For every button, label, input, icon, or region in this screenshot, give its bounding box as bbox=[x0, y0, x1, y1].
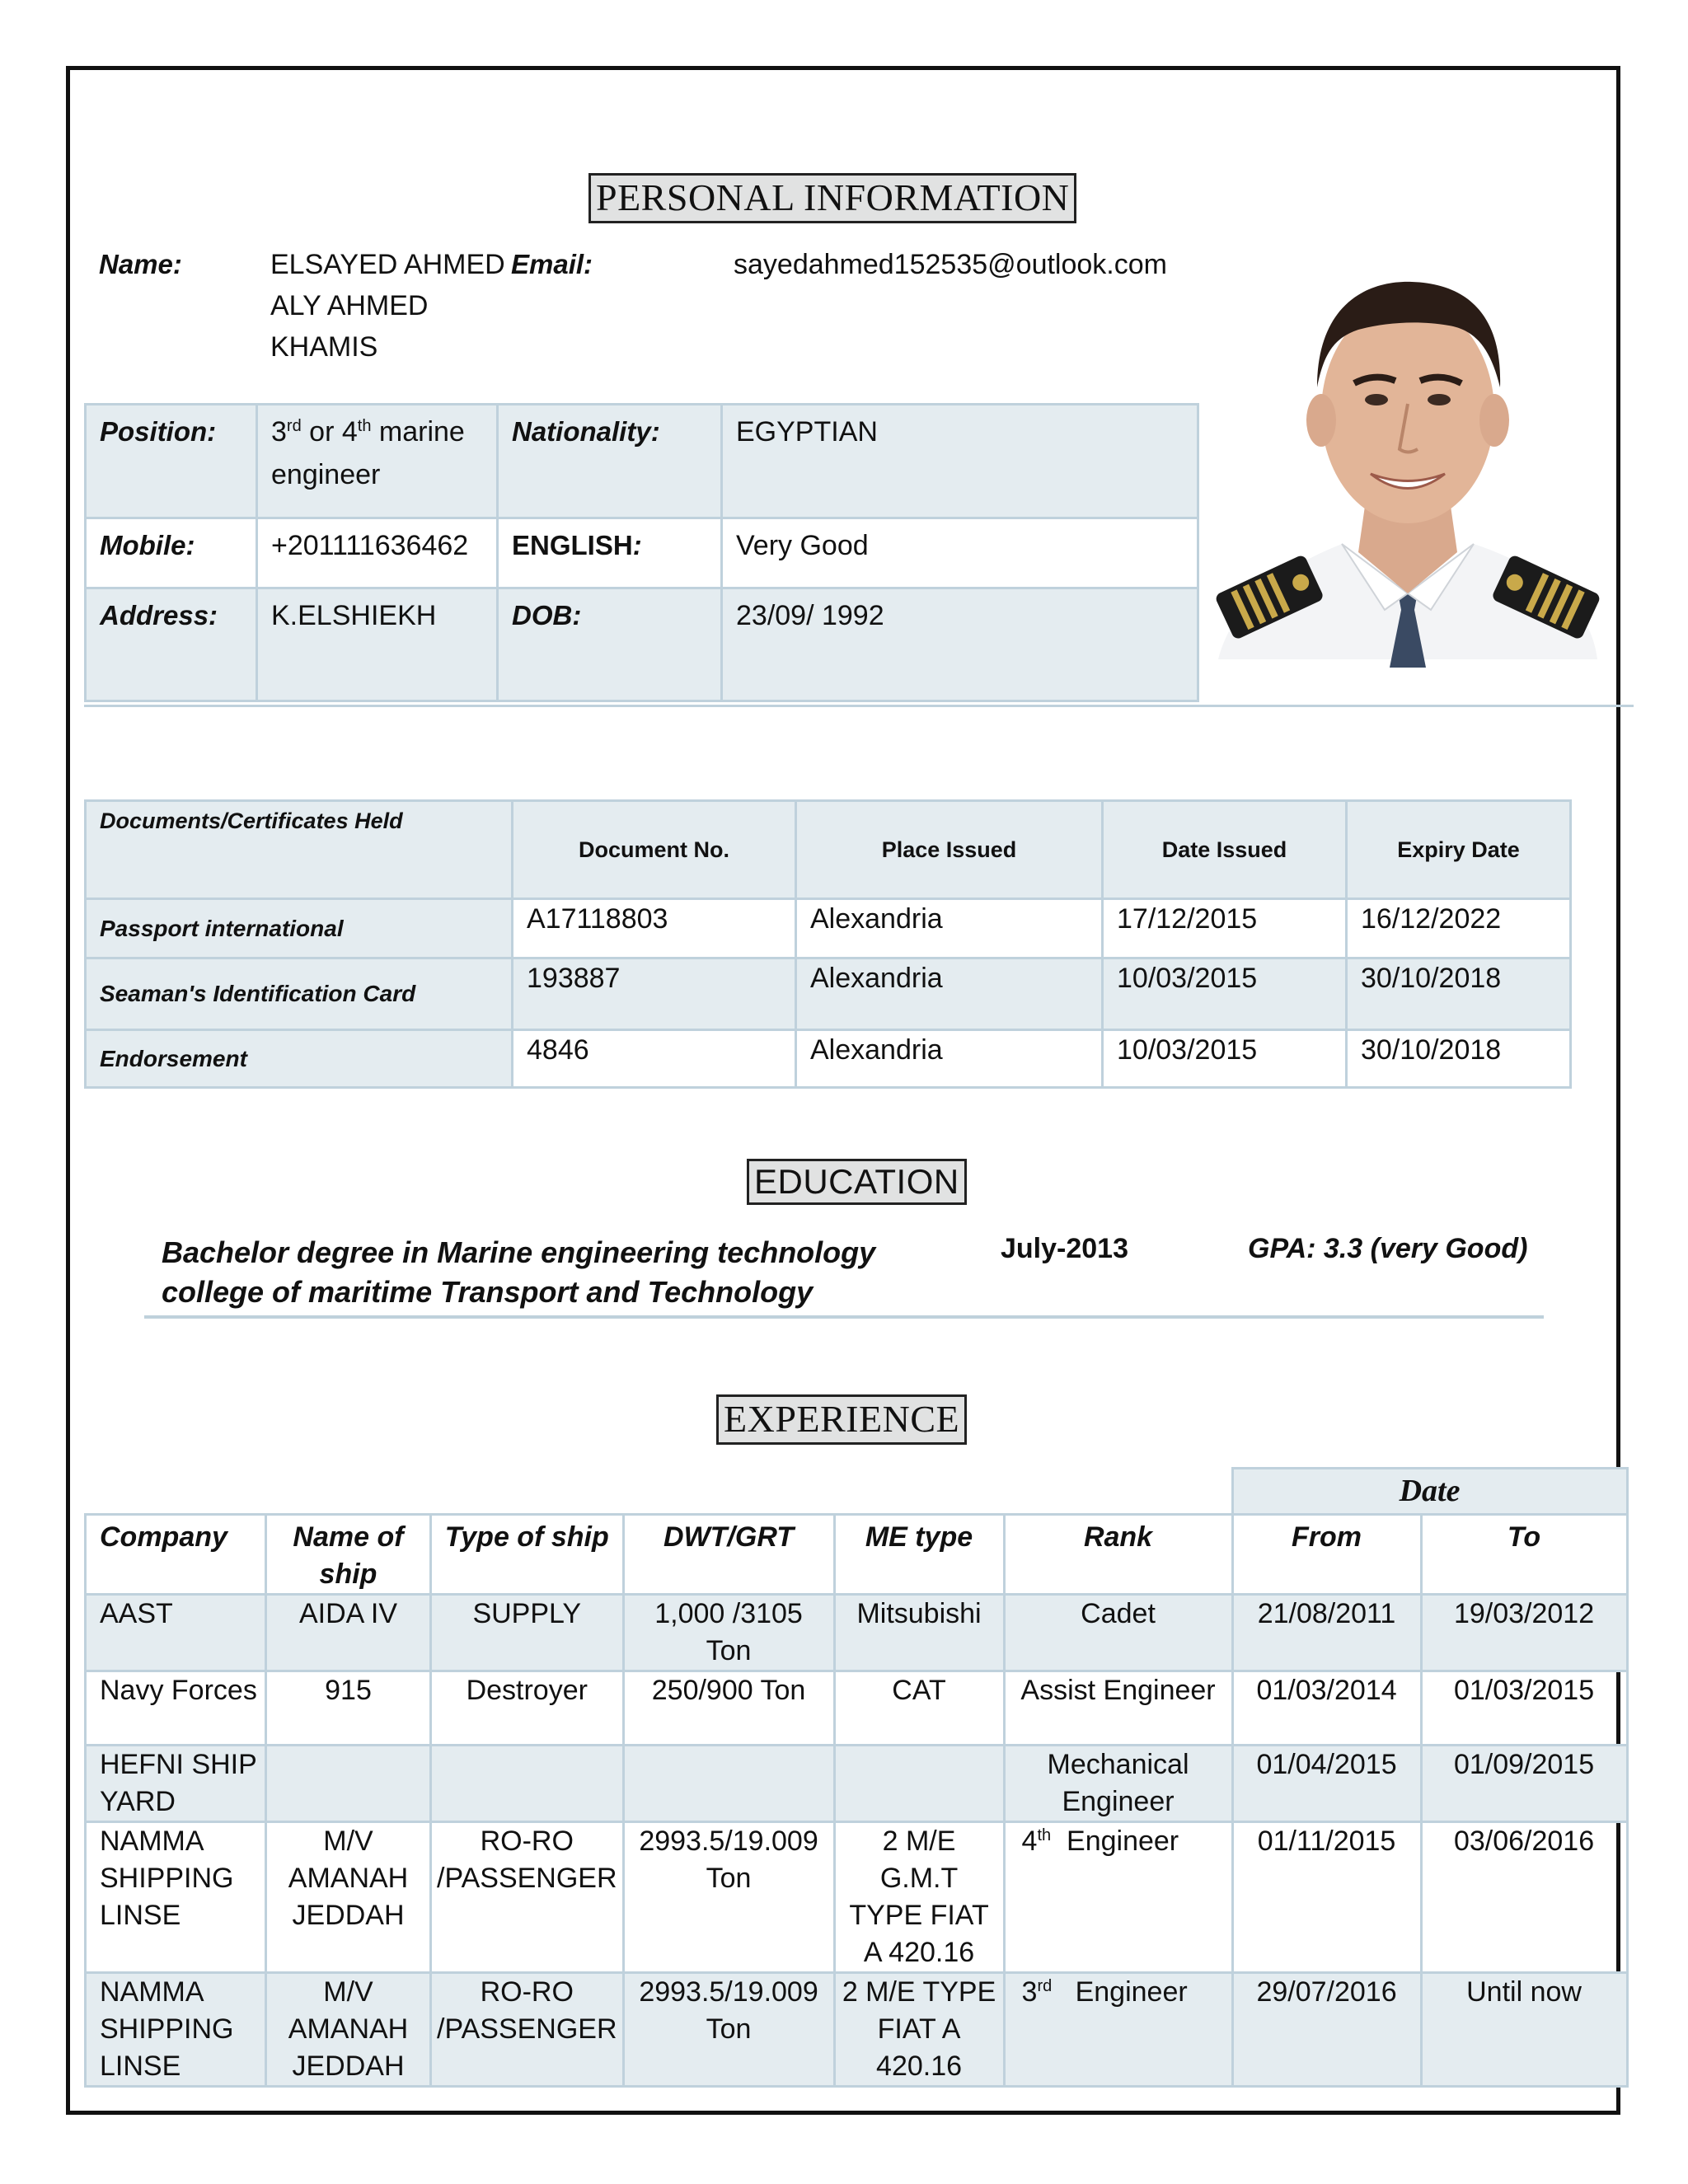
doc-expiry: 30/10/2018 bbox=[1347, 958, 1571, 1030]
exp-header-me-type: ME type bbox=[834, 1515, 1004, 1595]
name-line: KHAMIS bbox=[270, 331, 378, 363]
position-mid: or 4 bbox=[301, 416, 358, 448]
nationality-value: EGYPTIAN bbox=[722, 405, 1198, 518]
exp-from: 21/08/2011 bbox=[1232, 1595, 1421, 1671]
exp-rank bbox=[1004, 1822, 1232, 1973]
exp-to: 19/03/2012 bbox=[1421, 1595, 1627, 1671]
documents-table bbox=[84, 799, 1572, 1089]
exp-from: 29/07/2016 bbox=[1232, 1973, 1421, 2087]
education-gpa: GPA: 3.3 (very Good) bbox=[1248, 1233, 1528, 1264]
exp-type: Destroyer bbox=[431, 1671, 624, 1746]
position-sup1: rd bbox=[286, 417, 302, 435]
exp-header-company: Company bbox=[86, 1515, 266, 1595]
divider-line bbox=[84, 705, 1634, 707]
nationality-label: Nationality: bbox=[498, 405, 722, 518]
exp-to: 01/09/2015 bbox=[1421, 1746, 1627, 1822]
exp-ship bbox=[266, 1746, 431, 1822]
doc-header-place: Place Issued bbox=[796, 801, 1103, 899]
doc-number: 4846 bbox=[513, 1030, 796, 1088]
doc-issued: 10/03/2015 bbox=[1103, 958, 1347, 1030]
exp-ship: M/V AMANAH JEDDAH bbox=[266, 1973, 431, 2087]
exp-dwt: 2993.5/19.009 Ton bbox=[623, 1973, 834, 2087]
doc-header-number: Document No. bbox=[513, 801, 796, 899]
dob-value: 23/09/ 1992 bbox=[722, 588, 1198, 701]
profile-photo bbox=[1202, 247, 1614, 676]
rank-title: Engineer bbox=[1051, 1825, 1179, 1857]
doc-name: Passport international bbox=[86, 899, 513, 958]
experience-table bbox=[84, 1467, 1629, 2088]
rank-number: 4 bbox=[1021, 1825, 1038, 1857]
exp-rank bbox=[1004, 1973, 1232, 2087]
dob-label: DOB: bbox=[498, 588, 722, 701]
doc-place: Alexandria bbox=[796, 899, 1103, 958]
exp-type: RO-RO /PASSENGER bbox=[431, 1973, 624, 2087]
doc-header-held: Documents/Certificates Held bbox=[86, 801, 513, 899]
exp-me bbox=[834, 1746, 1004, 1822]
exp-me: CAT bbox=[834, 1671, 1004, 1746]
exp-to: Until now bbox=[1421, 1973, 1627, 2087]
exp-to: 03/06/2016 bbox=[1421, 1822, 1627, 1973]
exp-dwt bbox=[623, 1746, 834, 1822]
position-num1: 3 bbox=[271, 416, 287, 448]
exp-type: RO-RO /PASSENGER bbox=[431, 1822, 624, 1973]
exp-rank: Cadet bbox=[1004, 1595, 1232, 1671]
doc-header-date-issued: Date Issued bbox=[1103, 801, 1347, 899]
rank-title: Engineer bbox=[1052, 1976, 1188, 2008]
exp-dwt: 250/900 Ton bbox=[623, 1671, 834, 1746]
name-line: ALY AHMED bbox=[270, 290, 429, 321]
exp-header-rank: Rank bbox=[1004, 1515, 1232, 1595]
doc-expiry: 30/10/2018 bbox=[1347, 1030, 1571, 1088]
education-date: July-2013 bbox=[1001, 1233, 1128, 1264]
doc-header-expiry: Expiry Date bbox=[1347, 801, 1571, 899]
exp-ship: 915 bbox=[266, 1671, 431, 1746]
position-value bbox=[257, 405, 498, 518]
name-value bbox=[270, 244, 505, 368]
exp-rank: Assist Engineer bbox=[1004, 1671, 1232, 1746]
education-degree: Bachelor degree in Marine engineering technology college of maritime Transport and Technology bbox=[162, 1235, 876, 1309]
exp-header-from: From bbox=[1232, 1515, 1421, 1595]
doc-number: A17118803 bbox=[513, 899, 796, 958]
exp-company: NAMMA SHIPPING LINSE bbox=[86, 1822, 266, 1973]
english-label-colon: : bbox=[632, 530, 642, 560]
name-label: Name: bbox=[99, 249, 182, 279]
address-value: K.ELSHIEKH bbox=[257, 588, 498, 701]
rank-suffix: th bbox=[1037, 1826, 1052, 1844]
doc-place: Alexandria bbox=[796, 958, 1103, 1030]
doc-place: Alexandria bbox=[796, 1030, 1103, 1088]
exp-header-ship-type: Type of ship bbox=[431, 1515, 624, 1595]
education-title: EDUCATION bbox=[747, 1159, 967, 1205]
exp-type bbox=[431, 1746, 624, 1822]
rank-number: 3 bbox=[1021, 1976, 1038, 2008]
exp-header-to: To bbox=[1421, 1515, 1627, 1595]
date-header-spacer bbox=[86, 1469, 1233, 1515]
english-label-text: ENGLISH bbox=[512, 530, 633, 560]
experience-title: EXPERIENCE bbox=[716, 1394, 967, 1445]
exp-company: Navy Forces bbox=[86, 1671, 266, 1746]
exp-header-ship-name: Name of ship bbox=[266, 1515, 431, 1595]
personal-info-grid bbox=[84, 403, 1199, 702]
exp-company: AAST bbox=[86, 1595, 266, 1671]
doc-expiry: 16/12/2022 bbox=[1347, 899, 1571, 958]
rank-suffix: rd bbox=[1037, 1977, 1053, 1995]
exp-to: 01/03/2015 bbox=[1421, 1671, 1627, 1746]
mobile-label: Mobile: bbox=[86, 518, 257, 588]
position-sup2: th bbox=[357, 417, 372, 435]
email-value: sayedahmed152535@outlook.com bbox=[734, 249, 1167, 280]
doc-name: Endorsement bbox=[86, 1030, 513, 1088]
position-label: Position: bbox=[86, 405, 257, 518]
doc-issued: 10/03/2015 bbox=[1103, 1030, 1347, 1088]
english-label bbox=[498, 518, 722, 588]
exp-me: Mitsubishi bbox=[834, 1595, 1004, 1671]
exp-header-dwt: DWT/GRT bbox=[623, 1515, 834, 1595]
doc-issued: 17/12/2015 bbox=[1103, 899, 1347, 958]
exp-from: 01/03/2014 bbox=[1232, 1671, 1421, 1746]
exp-rank: Mechanical Engineer bbox=[1004, 1746, 1232, 1822]
email-label: Email: bbox=[511, 249, 593, 279]
position-rest: marine engineer bbox=[271, 416, 465, 490]
exp-ship: AIDA IV bbox=[266, 1595, 431, 1671]
english-value: Very Good bbox=[722, 518, 1198, 588]
doc-number: 193887 bbox=[513, 958, 796, 1030]
exp-type: SUPPLY bbox=[431, 1595, 624, 1671]
personal-info-title: PERSONAL INFORMATION bbox=[588, 173, 1076, 223]
exp-company: HEFNI SHIP YARD bbox=[86, 1746, 266, 1822]
exp-me: 2 M/E G.M.T TYPE FIAT A 420.16 bbox=[834, 1822, 1004, 1973]
doc-name: Seaman's Identification Card bbox=[86, 958, 513, 1030]
exp-ship: M/V AMANAH JEDDAH bbox=[266, 1822, 431, 1973]
mobile-value: +201111636462 bbox=[257, 518, 498, 588]
education-divider bbox=[144, 1315, 1544, 1319]
exp-dwt: 2993.5/19.009 Ton bbox=[623, 1822, 834, 1973]
exp-company: NAMMA SHIPPING LINSE bbox=[86, 1973, 266, 2087]
exp-from: 01/11/2015 bbox=[1232, 1822, 1421, 1973]
name-line: ELSAYED AHMED bbox=[270, 249, 505, 280]
exp-from: 01/04/2015 bbox=[1232, 1746, 1421, 1822]
date-group-header: Date bbox=[1232, 1469, 1627, 1515]
address-label: Address: bbox=[86, 588, 257, 701]
exp-dwt: 1,000 /3105 Ton bbox=[623, 1595, 834, 1671]
exp-me: 2 M/E TYPE FIAT A 420.16 bbox=[834, 1973, 1004, 2087]
